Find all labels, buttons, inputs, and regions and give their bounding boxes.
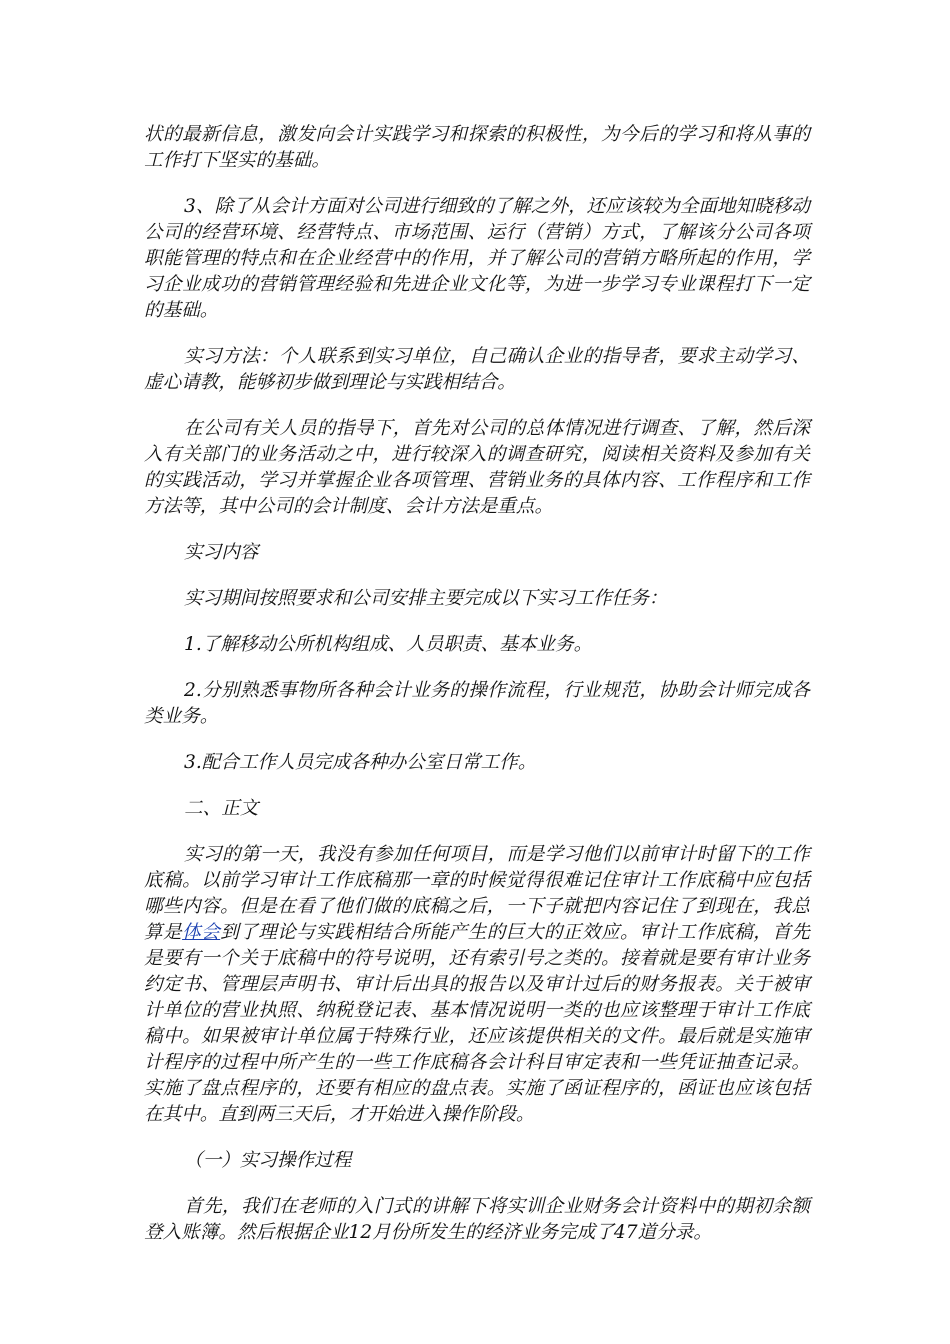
paragraph-guidance: 在公司有关人员的指导下，首先对公司的总体情况进行调查、了解，然后深入有关部门的业务活动之中，进行较深入的调查研究，阅读相关资料及参加有关的实践活动，学习并掌握企业各项管理、营销业务的具体内容、工作程序和工作方法等，其中公司的会计制度、会计方法是重点。: [144, 418, 810, 517]
task-item-3: 3.配合工作人员完成各种办公室日常工作。: [184, 752, 537, 773]
paragraph-tasks-intro: 实习期间按照要求和公司安排主要完成以下实习工作任务：: [184, 588, 668, 609]
paragraph-intro-continued: 状的最新信息，激发向会计实践学习和探索的积极性，为今后的学习和将从事的工作打下坚实的基础。: [144, 124, 810, 171]
paragraph-operation-first: 首先，我们在老师的入门式的讲解下将实训企业财务会计资料中的期初余额登入账簿。然后根据企业12月份所发生的经济业务完成了47道分录。: [144, 1196, 810, 1243]
heading-internship-content: 实习内容: [184, 542, 259, 563]
document-page: [144, 122, 810, 1266]
first-day-text-after-link: 到了理论与实践相结合所能产生的巨大的正效应。审计工作底稿，首先是要有一个关于底稿中的符号说明，还有索引号之类的。接着就是要有审计业务约定书、管理层声明书、审计后出具的报告以及审计过后的财务报表。关于被审计单位的营业执照、纳税登记表、基本情况说明一类的也应该整理于审计工作底稿中。如果被审计单位属于特殊行业，还应该提供相关的文件。最后就是实施审计程序的过程中所产生的一些工作底稿各会计科目审定表和一些凭证抽查记录。实施了盘点程序的，还要有相应的盘点表。实施了函证程序的，函证也应该包括在其中。直到两三天后，才开始进入操作阶段。: [144, 922, 810, 1125]
paragraph-point-3: 3、除了从会计方面对公司进行细致的了解之外，还应该较为全面地知晓移动公司的经营环境、经营特点、市场范围、运行（营销）方式，了解该分公司各项职能管理的特点和在企业经营中的作用，并了解公司的营销方略所起的作用，学习企业成功的营销管理经验和先进企业文化等，为进一步学习专业课程打下一定的基础。: [144, 196, 810, 321]
first-day-text-before-link: 实习的第一天，我没有参加任何项目，而是学习他们以前审计时留下的工作底稿。以前学习审计工作底稿那一章的时候觉得很难记住审计工作底稿中应包括哪些内容。但是在看了他们做的底稿之后，一下子就把内容记住了到现在，我总算是: [144, 844, 810, 943]
heading-operation-process: （一）实习操作过程: [184, 1150, 352, 1171]
task-item-2: 2.分别熟悉事物所各种会计业务的操作流程，行业规范，协助会计师完成各类业务。: [144, 680, 810, 727]
tihui-link[interactable]: 体会: [182, 922, 221, 943]
paragraph-internship-method: 实习方法：个人联系到实习单位，自己确认企业的指导者，要求主动学习、虚心请教，能够初步做到理论与实践相结合。: [144, 346, 810, 393]
paragraph-first-day: [144, 842, 810, 1128]
heading-main-text: 二、正文: [184, 798, 259, 819]
task-item-1: 1.了解移动公所机构组成、人员职责、基本业务。: [184, 634, 593, 655]
